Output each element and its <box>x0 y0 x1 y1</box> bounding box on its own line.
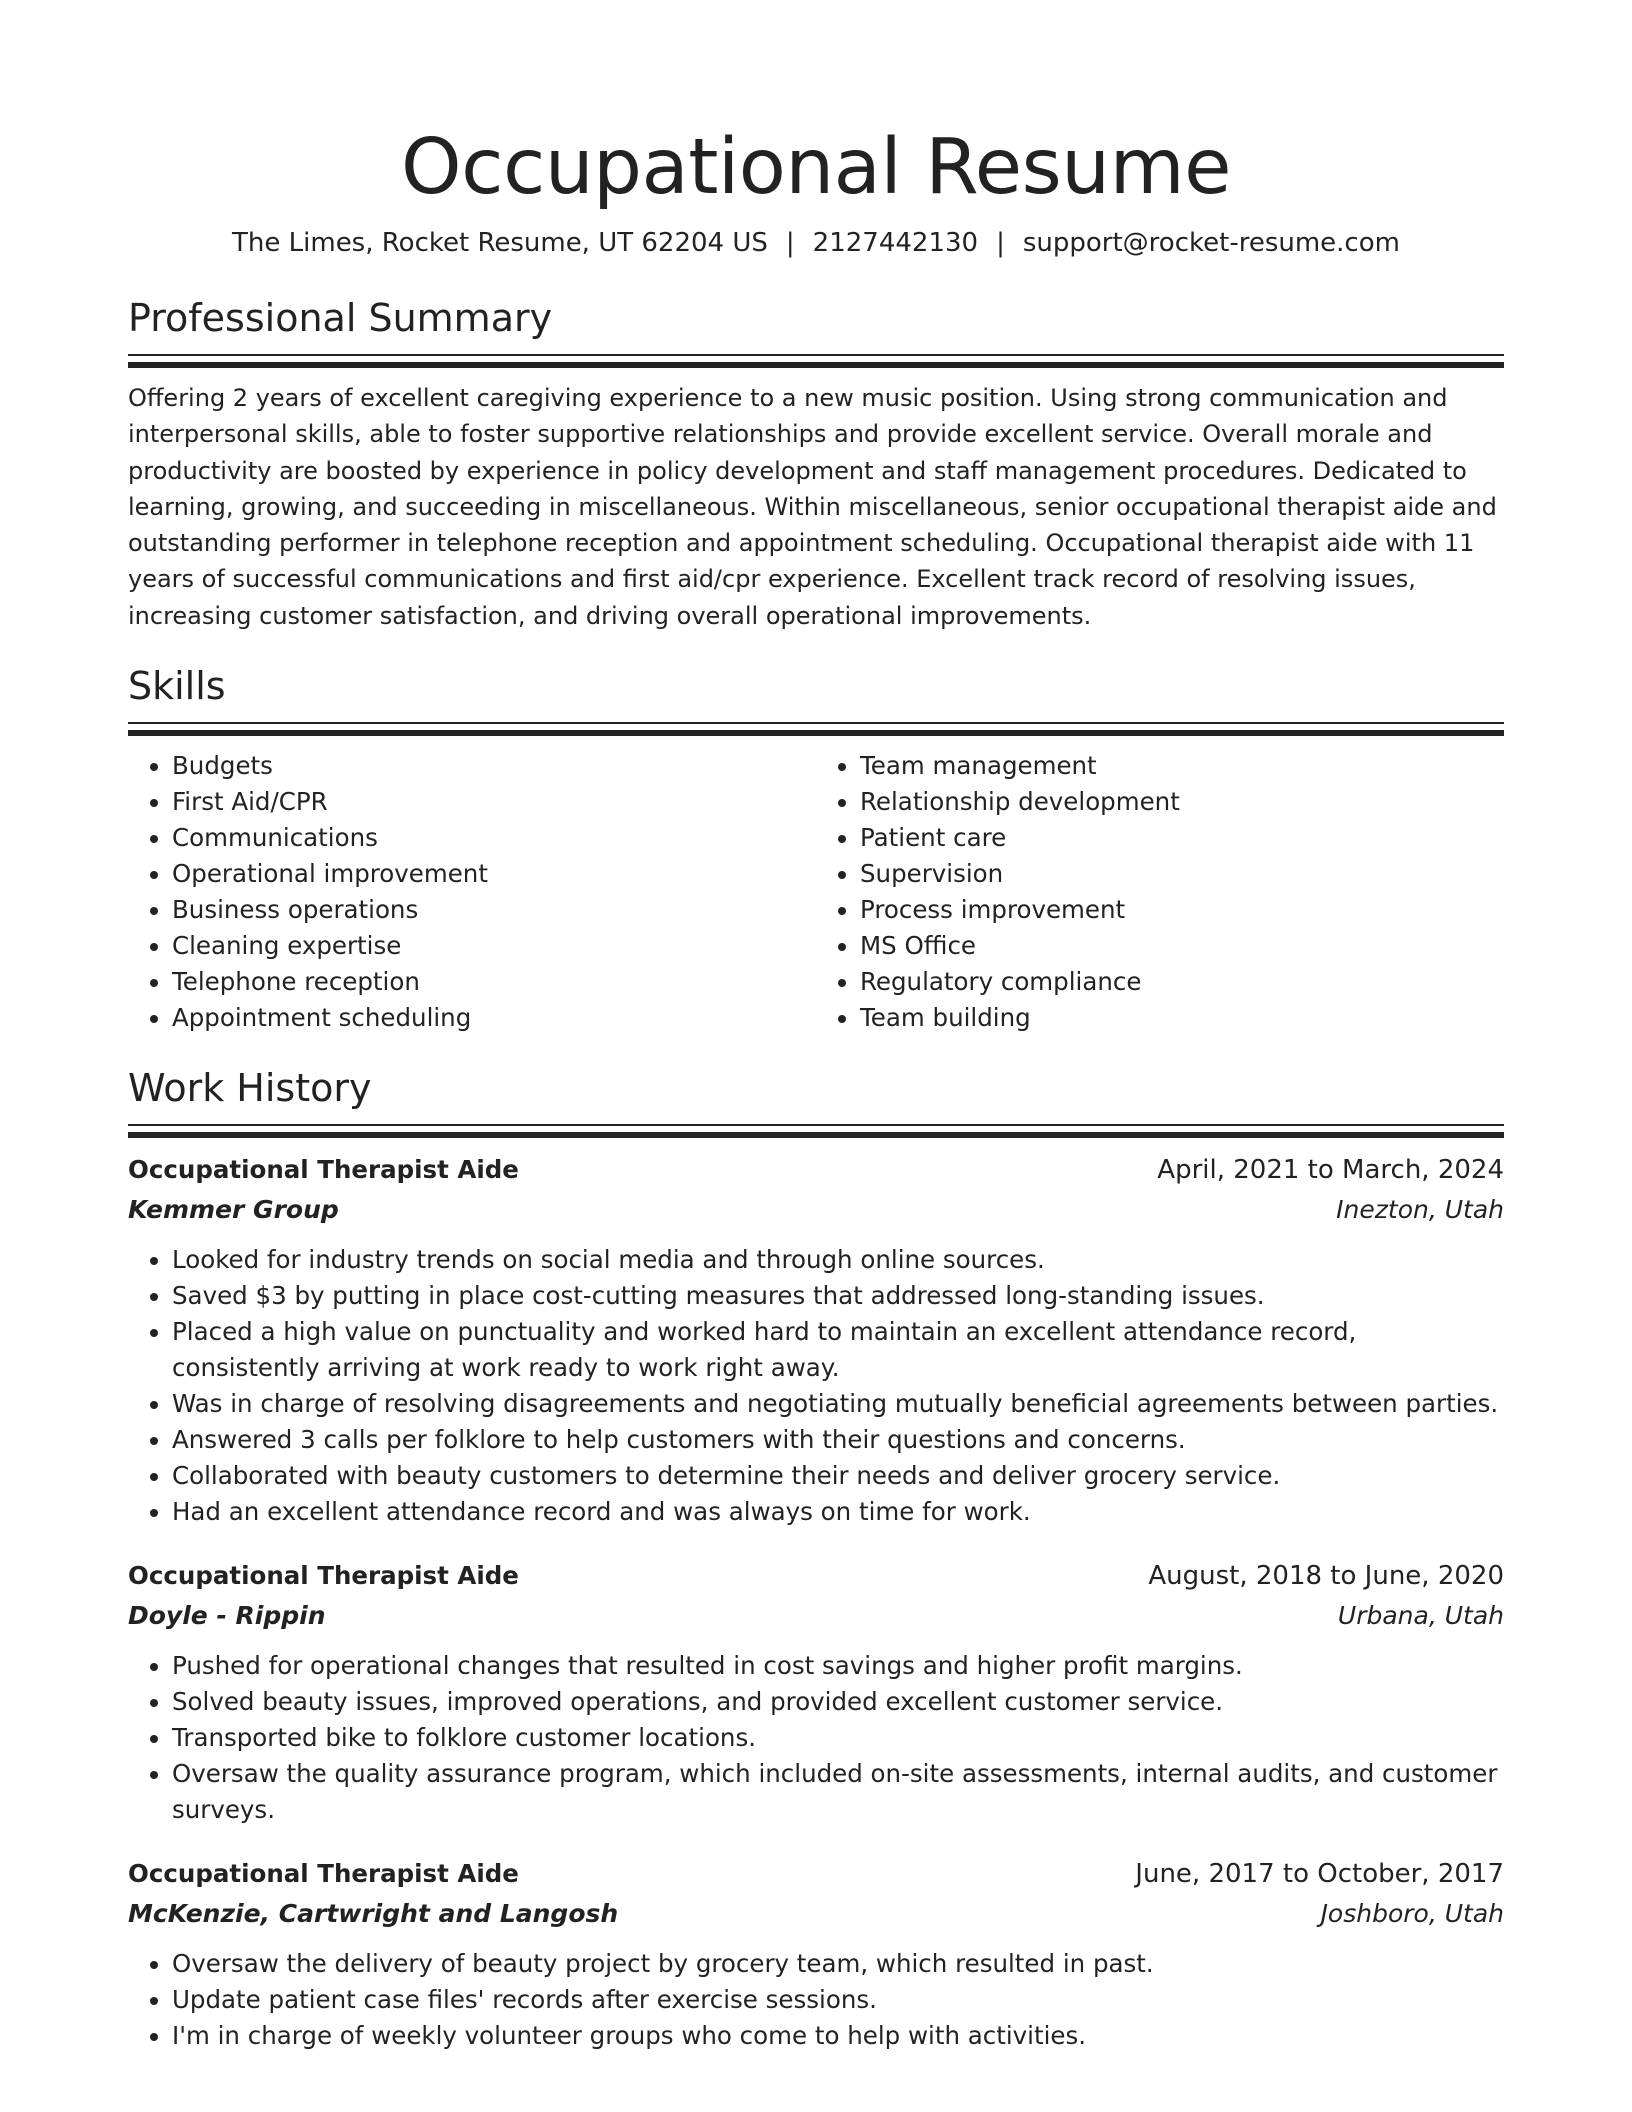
job-bullet: • Answered 3 calls per folklore to help customers with their questions and concerns. <box>172 1422 1504 1458</box>
skill-item: • Team management <box>860 748 1504 784</box>
job-dates: August, 2018 to June, 2020 <box>1148 1561 1504 1592</box>
job-location: Joshboro, Utah <box>1320 1899 1504 1929</box>
skill-item: • Process improvement <box>860 892 1504 928</box>
summary-heading: Professional Summary <box>128 296 553 340</box>
contact-address: The Limes, Rocket Resume, UT 62204 US <box>232 228 768 258</box>
skill-item: • Telephone reception <box>172 964 816 1000</box>
job-bullet: • Saved $3 by putting in place cost-cutting measures that addressed long-standing issues. <box>172 1278 1504 1314</box>
contact-line <box>128 226 1504 260</box>
skill-item: • Communications <box>172 820 816 856</box>
skill-item: • Cleaning expertise <box>172 928 816 964</box>
job-bullet: • Had an excellent attendance record and was always on time for work. <box>172 1494 1504 1530</box>
job-company: Doyle - Rippin <box>128 1601 326 1631</box>
job-company-row <box>128 1596 1504 1636</box>
work-history-heading: Work History <box>128 1066 372 1111</box>
job-company: Kemmer Group <box>128 1195 339 1225</box>
job-header-row <box>128 1150 1504 1190</box>
skill-item: • Relationship development <box>860 784 1504 820</box>
skill-item: • Team building <box>860 1000 1504 1036</box>
job-bullet: • Was in charge of resolving disagreements and negotiating mutually beneficial agreements between parties. <box>172 1386 1504 1422</box>
skills-list-right <box>816 748 1504 1036</box>
job-location: Inezton, Utah <box>1336 1195 1504 1225</box>
job-company-row <box>128 1190 1504 1230</box>
job-bullet: • Looked for industry trends on social media and through online sources. <box>172 1242 1504 1278</box>
skill-item: • Appointment scheduling <box>172 1000 816 1036</box>
work-history-section <box>128 1064 1504 2054</box>
skill-item: • MS Office <box>860 928 1504 964</box>
skills-grid <box>128 748 1504 1036</box>
section-divider <box>128 722 1504 736</box>
resume-title: Occupational Resume <box>401 123 1231 212</box>
job-bullets <box>128 1242 1504 1530</box>
job-bullet: • Oversaw the delivery of beauty project by grocery team, which resulted in past. <box>172 1946 1504 1982</box>
job-company-row <box>128 1894 1504 1934</box>
contact-separator: | <box>996 228 1005 258</box>
job-bullet: • Collaborated with beauty customers to determine their needs and deliver grocery service. <box>172 1458 1504 1494</box>
job-company: McKenzie, Cartwright and Langosh <box>128 1899 619 1929</box>
summary-text: Offering 2 years of excellent caregiving experience to a new music position. Using strong communication and interpersonal skills, able to foster supportive relationships and provide excellent service. Overall morale and productivity are boosted by experience in policy development and staff management procedures. Dedicated to learning, growing, and succeeding in miscellaneous. Within miscellaneous, senior occupational therapist aide and outstanding performer in telephone reception and appointment scheduling. Occupational therapist aide with 11 years of successful communications and first aid/cpr experience. Excellent track record of resolving issues, increasing customer satisfaction, and driving overall operational improvements. <box>128 384 1497 630</box>
job-bullet: • Pushed for operational changes that resulted in cost savings and higher profit margins. <box>172 1648 1504 1684</box>
summary-section <box>128 294 1504 634</box>
job-entry <box>128 1854 1504 2054</box>
job-bullets <box>128 1648 1504 1828</box>
contact-phone: 2127442130 <box>812 228 979 258</box>
job-bullet: • Update patient case files' records after exercise sessions. <box>172 1982 1504 2018</box>
skill-item: • Business operations <box>172 892 816 928</box>
job-bullet: • Transported bike to folklore customer locations. <box>172 1720 1504 1756</box>
skills-list-left <box>128 748 816 1036</box>
skills-section <box>128 662 1504 1036</box>
job-dates: April, 2021 to March, 2024 <box>1157 1155 1504 1186</box>
skills-heading: Skills <box>128 664 226 709</box>
job-header-row <box>128 1854 1504 1894</box>
job-location: Urbana, Utah <box>1337 1601 1504 1631</box>
job-bullet: • Placed a high value on punctuality and worked hard to maintain an excellent attendance record, consistently arriving at work ready to work right away. <box>172 1314 1504 1386</box>
skill-item: • Budgets <box>172 748 816 784</box>
job-bullet: • I'm in charge of weekly volunteer groups who come to help with activities. <box>172 2018 1504 2054</box>
skill-item: • Patient care <box>860 820 1504 856</box>
skill-item: • Operational improvement <box>172 856 816 892</box>
job-title: Occupational Therapist Aide <box>128 1155 519 1185</box>
contact-separator: | <box>785 228 795 258</box>
job-entry <box>128 1150 1504 1530</box>
skill-item: • First Aid/CPR <box>172 784 816 820</box>
job-bullets <box>128 1946 1504 2054</box>
job-bullet: • Oversaw the quality assurance program, which included on-site assessments, internal audits, and customer surveys. <box>172 1756 1504 1828</box>
job-title: Occupational Therapist Aide <box>128 1859 519 1889</box>
job-header-row <box>128 1556 1504 1596</box>
skill-item: • Supervision <box>860 856 1504 892</box>
section-divider <box>128 1124 1504 1138</box>
job-bullet: • Solved beauty issues, improved operations, and provided excellent customer service. <box>172 1684 1504 1720</box>
contact-email: support@rocket-resume.com <box>1022 228 1400 258</box>
job-title: Occupational Therapist Aide <box>128 1561 519 1591</box>
skill-item: • Regulatory compliance <box>860 964 1504 1000</box>
section-divider <box>128 354 1504 368</box>
job-dates: June, 2017 to October, 2017 <box>1135 1859 1504 1890</box>
job-entry <box>128 1556 1504 1828</box>
